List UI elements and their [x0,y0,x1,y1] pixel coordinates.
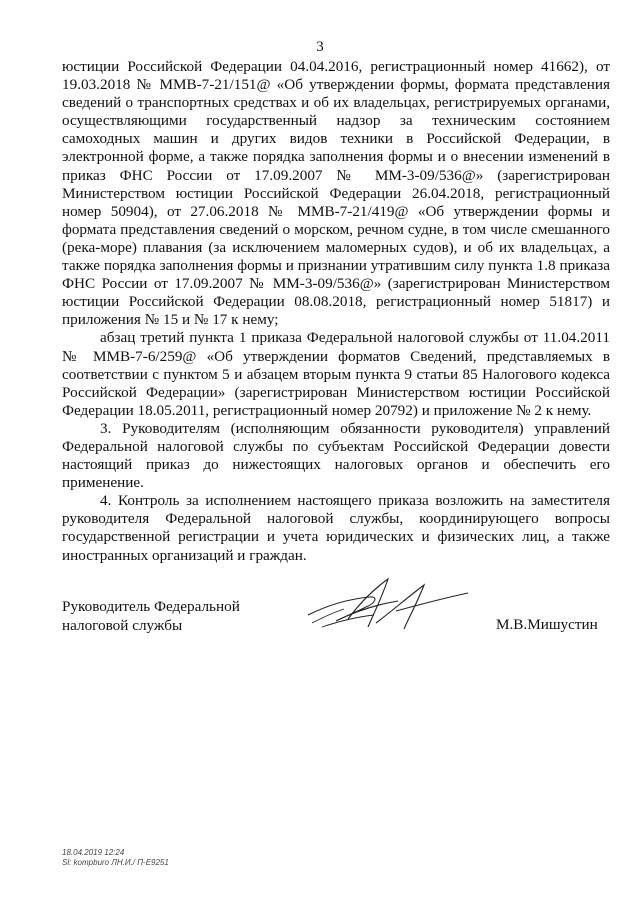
signatory-position-line-2: налоговой службы [62,616,183,634]
signatory-name: М.В.Мишустин [496,616,598,633]
paragraph-abzac: абзац третий пункта 1 приказа Федеральной налоговой службы от 11.04.2011 № ММВ-7-6/259@ «Об утверждении форматов Сведений, представляемых в соответствии с пунктом 5 и абзацем вторым пункта 9 статьи 85 Налогового кодекса Российской Федерации» (зарегистрирован Министерством юстиции Российской Федерации 18.05.2011, регистрационный номер 20792) и приложение № 2 к нему. [62,329,610,419]
footer-timestamp: 18.04.2019 12:24 [62,848,125,857]
document-body [62,58,610,565]
document-footer [62,848,282,868]
paragraph-item-4: 4. Контроль за исполнением настоящего приказа возложить на заместителя руководителя Федеральной налоговой службы, координирующего вопросы государственной регистрации и учета юридических и физических лиц, а также иностранных организаций и граждан. [62,492,610,564]
handwritten-signature [300,575,475,637]
page-number: 3 [316,39,324,55]
footer-meta: Sl: kompburo ЛН.И./ П-Е9251 [62,858,169,867]
paragraph-continuation: юстиции Российской Федерации 04.04.2016, регистрационный номер 41662), от 19.03.2018 № ММВ-7-21/151@ «Об утверждении формы, формата представления сведений о транспортных средствах и об их владельцах, регистрируемых органами, осуществляющими государственный надзор за техническим состоянием самоходных машин и других видов техники в Российской Федерации, в электронной форме, а также порядка заполнения формы и о внесении изменений в приказ ФНС России от 17.09.2007 № ММ-3-09/536@» (зарегистрирован Министерством юстиции Российской Федерации 26.04.2018, регистрационный номер 50904), от 27.06.2018 № ММВ-7-21/419@ «Об утверждении формы и формата представления сведений о морском, речном судне, в том числе смешанного (река-море) плавания (за исключением маломерных судов), и об их владельцах, а также порядка заполнения формы и признании утратившим силу пункта 1.8 приказа ФНС России от 17.09.2007 № ММ-3-09/536@» (зарегистрирован Министерством юстиции Российской Федерации 08.08.2018, регистрационный номер 51817) и приложения № 15 и № 17 к нему; [62,58,610,329]
signatory-position-line-1: Руководитель Федеральной [62,598,240,615]
signatory-position [62,598,282,635]
paragraph-item-3: 3. Руководителям (исполняющим обязанности руководителя) управлений Федеральной налоговой службы по субъектам Российской Федерации довести настоящий приказ до нижестоящих налоговых органов и обеспечить его применение. [62,419,610,492]
